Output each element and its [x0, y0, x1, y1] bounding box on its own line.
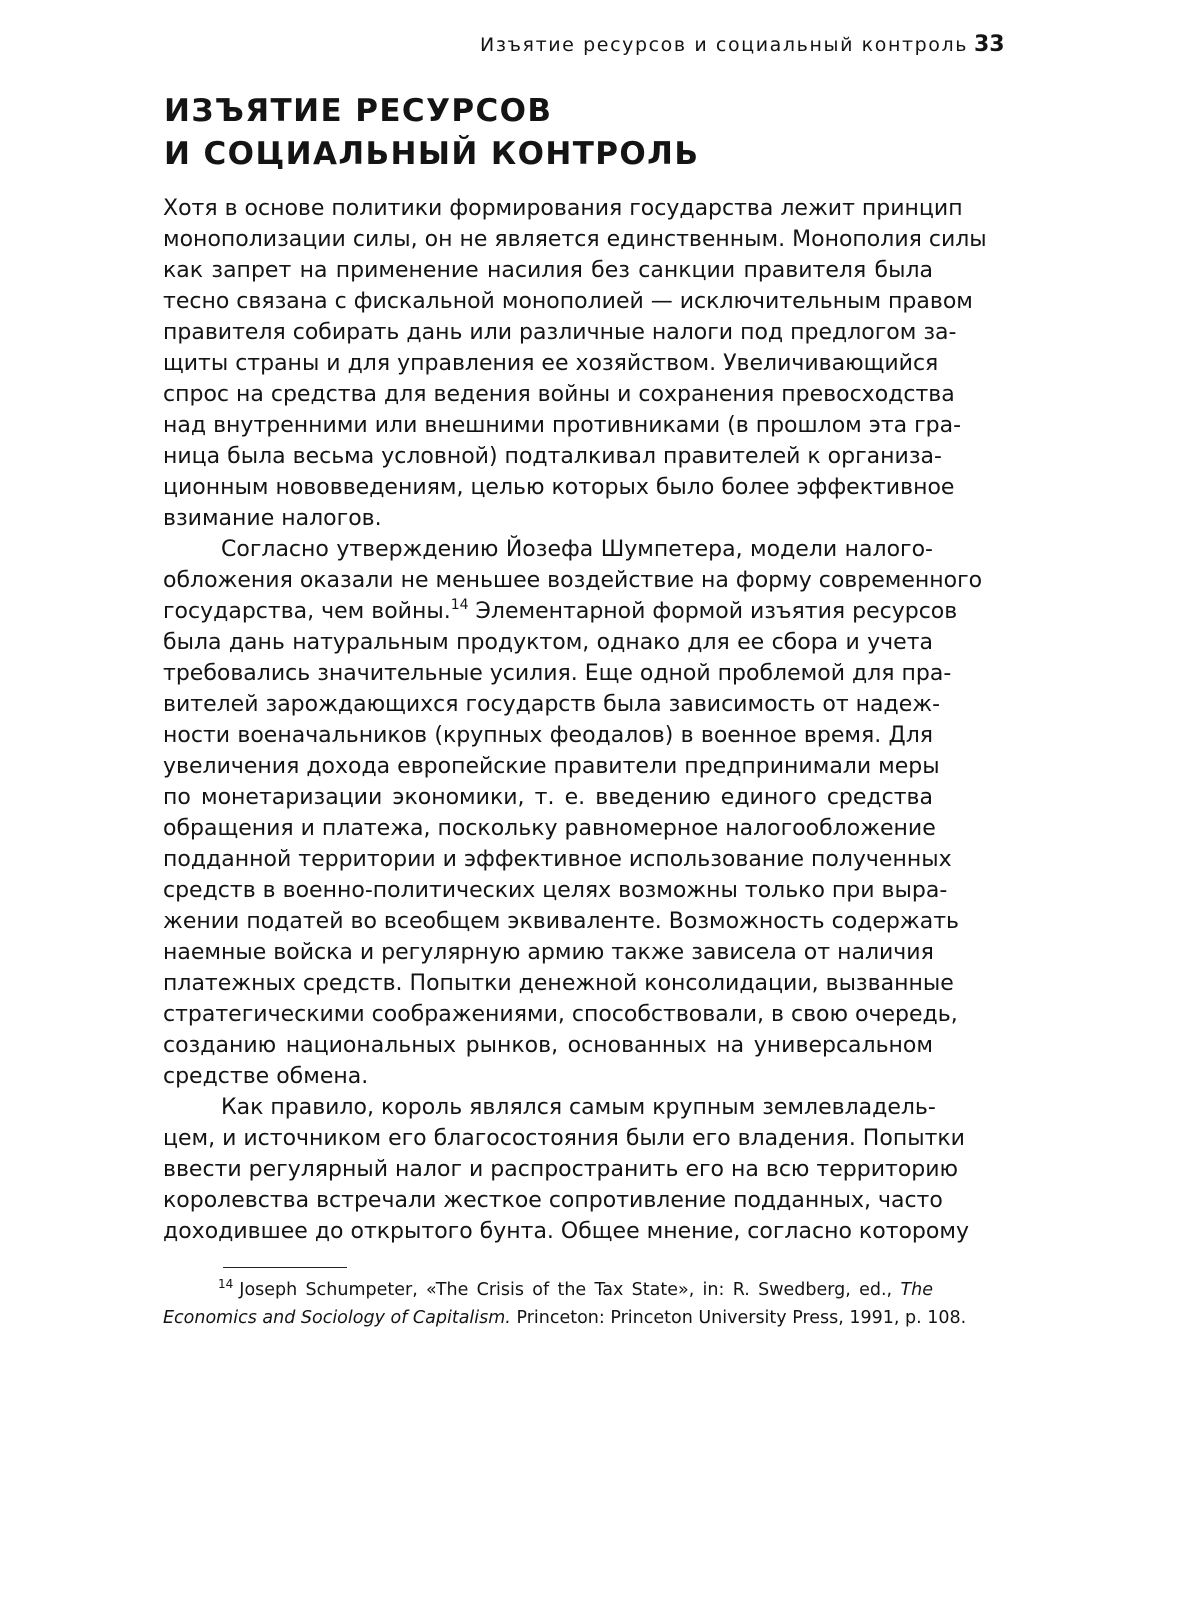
footnote-divider: [223, 1267, 347, 1268]
paragraph-2: [163, 534, 983, 1092]
text-segment: Элементарной формой изъятия ресурсов: [468, 599, 958, 624]
footnote-text: Princeton: Princeton University Press, 1991, p. 108.: [516, 1308, 967, 1328]
text-line: наемные войска и регулярную армию также зависела от наличия: [163, 940, 934, 965]
text-line: щиты страны и для управления ее хозяйством. Увеличивающийся: [163, 351, 939, 376]
text-line: стратегическими соображениями, способствовали, в свою очередь,: [163, 1002, 958, 1027]
footnote-text: Joseph Schumpeter, «The Crisis of the Tax State», in: R. Swedberg, ed.,: [239, 1280, 893, 1300]
text-line: ности военачальников (крупных феодалов) в военное время. Для: [163, 723, 933, 748]
text-segment: государства, чем войны.: [163, 599, 451, 624]
text-line: взимание налогов.: [163, 506, 382, 531]
paragraph-3: [163, 1092, 969, 1247]
footnote-reference[interactable]: 14: [450, 597, 469, 613]
text-line-with-footnote: [163, 596, 958, 627]
paragraph-1: [163, 193, 987, 534]
text-line: Хотя в основе политики формирования государства лежит принцип: [163, 196, 963, 221]
text-line: над внутренними или внешними противниками (в прошлом эта гра-: [163, 413, 962, 438]
footnote-mark: 14: [218, 1277, 234, 1291]
footnote-14: [163, 1276, 967, 1332]
text-line: средств в военно-политических целях возможны только при выра-: [163, 878, 948, 903]
text-line: обращения и платежа, поскольку равномерное налогообложение: [163, 816, 936, 841]
text-line: по монетаризации экономики, т. е. введению единого средства: [163, 785, 933, 810]
text-line: королевства встречали жесткое сопротивление подданных, часто: [163, 1188, 943, 1213]
chapter-title-line-2: И СОЦИАЛЬНЫЙ КОНТРОЛЬ: [164, 136, 700, 172]
running-head: [480, 32, 1005, 62]
text-line: вителей зарождающихся государств была зависимость от надеж-: [163, 692, 941, 717]
text-line: требовались значительные усилия. Еще одной проблемой для пра-: [163, 661, 952, 686]
text-line: доходившее до открытого бунта. Общее мнение, согласно которому: [163, 1219, 969, 1244]
text-line: монополизации силы, он не является единственным. Монополия силы: [163, 227, 987, 252]
text-line: Согласно утверждению Йозефа Шумпетера, модели налого-: [221, 537, 933, 562]
text-line: жении податей во всеобщем эквиваленте. Возможность содержать: [163, 909, 959, 934]
footnote-line: [163, 1276, 933, 1304]
chapter-title: [164, 90, 964, 176]
footnote-line: [163, 1304, 967, 1332]
text-line: правителя собирать дань или различные налоги под предлогом за-: [163, 320, 957, 345]
text-line: платежных средств. Попытки денежной консолидации, вызванные: [163, 971, 954, 996]
text-line: тесно связана с фискальной монополией — исключительным правом: [163, 289, 973, 314]
text-line: увеличения дохода европейские правители предпринимали меры: [163, 754, 940, 779]
text-line: ввести регулярный налог и распространить его на всю территорию: [163, 1157, 959, 1182]
text-line: созданию национальных рынков, основанных на универсальном: [163, 1033, 933, 1058]
text-line: спрос на средства для ведения войны и сохранения превосходства: [163, 382, 955, 407]
text-line: как запрет на применение насилия без санкции правителя была: [163, 258, 933, 283]
running-title: Изъятие ресурсов и социальный контроль: [480, 34, 969, 56]
text-line: обложения оказали не меньшее воздействие на форму современного: [163, 568, 983, 593]
text-line: подданной территории и эффективное использование полученных: [163, 847, 952, 872]
text-line: ционным нововведениям, целью которых было более эффективное: [163, 475, 955, 500]
body-text: [163, 193, 987, 1247]
page-number: 33: [974, 32, 1005, 57]
chapter-title-line-1: ИЗЪЯТИЕ РЕСУРСОВ: [164, 93, 553, 129]
text-line: Как правило, король являлся самым крупным землевладель-: [221, 1095, 936, 1120]
text-line: была дань натуральным продуктом, однако для ее сбора и учета: [163, 630, 933, 655]
text-line: средстве обмена.: [163, 1064, 369, 1089]
footnote-book-title: Economics and Sociology of Capitalism.: [163, 1308, 511, 1328]
text-line: цем, и источником его благосостояния были его владения. Попытки: [163, 1126, 965, 1151]
text-line: ница была весьма условной) подталкивал правителей к организа-: [163, 444, 942, 469]
footnote-book-title: The: [900, 1280, 933, 1300]
